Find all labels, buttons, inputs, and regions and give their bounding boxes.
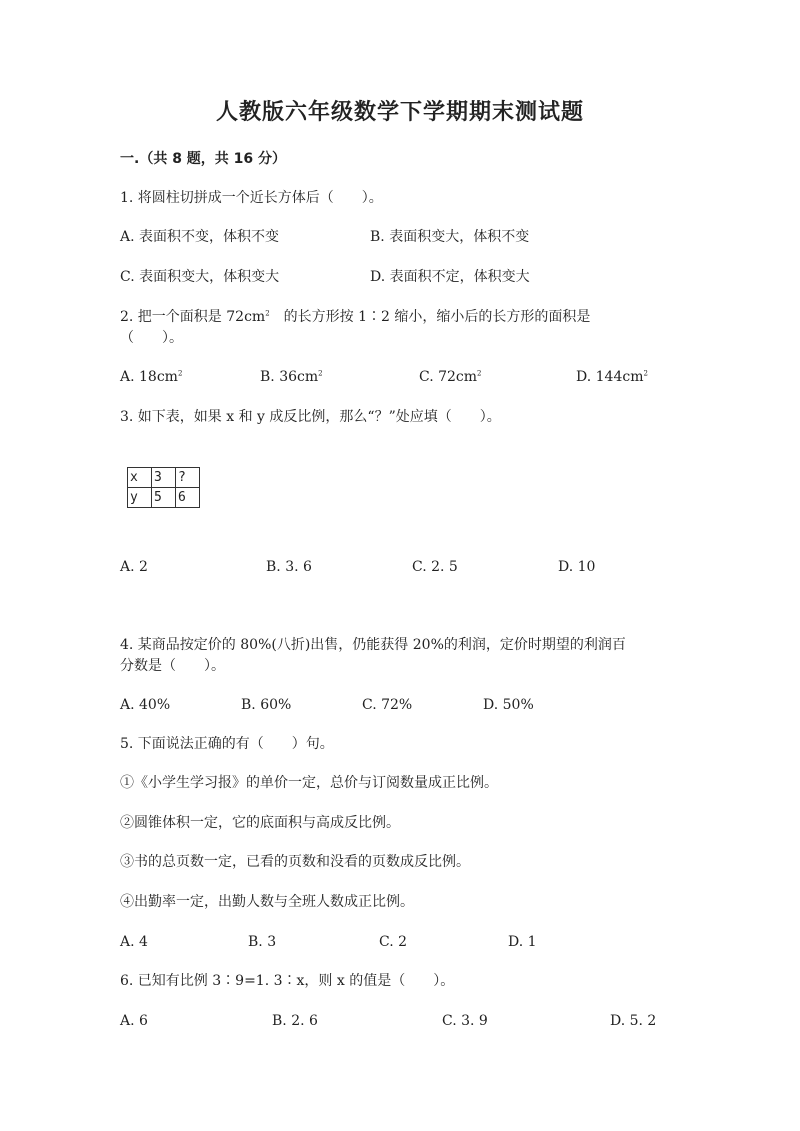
question-5-statement-3: ③书的总页数一定，已看的页数和没看的页数成反比例。	[120, 854, 470, 870]
question-1-option-d: D. 表面积不定，体积变大	[370, 269, 530, 285]
question-2-stem-before: 2. 把一个面积是 72cm	[120, 309, 266, 325]
question-3-stem: 3. 如下表，如果 x 和 y 成反比例，那么“？”处应填（ ）。	[120, 409, 501, 425]
question-4-option-b: B. 60%	[241, 697, 292, 713]
unit-superscript: 2	[265, 309, 270, 318]
question-3-option-c: C. 2. 5	[412, 559, 458, 575]
question-3-option-d: D. 10	[558, 559, 596, 575]
question-2-option-d: D. $144cm^2$	[576, 369, 648, 385]
section-heading: 一.（共 8 题，共 16 分）	[120, 151, 287, 167]
question-4-option-c: C. 72%	[362, 697, 413, 713]
question-5-statement-2: ②圆锥体积一定，它的底面积与高成反比例。	[120, 815, 400, 831]
table-cell: 5	[152, 488, 176, 508]
xy-table	[127, 467, 200, 508]
table-cell: x	[128, 468, 152, 488]
question-2-option-b: B. $36cm^2$	[260, 369, 323, 385]
question-1-option-c: C. 表面积变大，体积变大	[120, 269, 280, 285]
page-title: 人教版六年级数学下学期期末测试题	[215, 100, 584, 125]
question-1-option-b: B. 表面积变大，体积不变	[370, 229, 530, 245]
question-2-option-a: A. $18cm^2$	[120, 369, 183, 385]
question-2-stem-line2: （ ）。	[120, 330, 183, 346]
table-row	[128, 468, 200, 488]
question-4-stem-line1: 4. 某商品按定价的 80%(八折)出售，仍能获得 20%的利润，定价时期望的利润百	[120, 637, 626, 653]
question-1-option-a: A. 表面积不变，体积不变	[120, 229, 280, 245]
question-4-option-d: D. 50%	[483, 697, 534, 713]
question-5-stem: 5. 下面说法正确的有（ ）句。	[120, 736, 334, 752]
question-6-option-d: D. 5. 2	[610, 1013, 657, 1029]
question-5-option-c: C. 2	[379, 934, 408, 950]
question-2-stem	[120, 308, 590, 326]
question-6-stem: 6. 已知有比例 3∶9=1. 3∶x，则 x 的值是（ ）。	[120, 973, 455, 989]
question-5-option-d: D. 1	[508, 934, 537, 950]
question-3-option-a: A. 2	[120, 559, 148, 575]
table-cell: 6	[176, 488, 200, 508]
table-cell: 3	[152, 468, 176, 488]
question-6-option-b: B. 2. 6	[272, 1013, 318, 1029]
table-cell: ?	[176, 468, 200, 488]
question-5-option-a: A. 4	[120, 934, 148, 950]
question-5-option-b: B. 3	[248, 934, 277, 950]
question-5-statement-1: ①《小学生学习报》的单价一定，总价与订阅数量成正比例。	[120, 775, 498, 791]
question-2-option-c: C. $72cm^2$	[419, 369, 482, 385]
question-2-stem-after: 的长方形按 1∶2 缩小，缩小后的长方形的面积是	[269, 309, 591, 325]
question-1-stem: 1. 将圆柱切拼成一个近长方体后（ ）。	[120, 190, 383, 206]
question-3-option-b: B. 3. 6	[266, 559, 312, 575]
question-6-option-a: A. 6	[120, 1013, 148, 1029]
question-6-option-c: C. 3. 9	[442, 1013, 488, 1029]
question-4-option-a: A. 40%	[120, 697, 171, 713]
question-4-stem-line2: 分数是（ ）。	[120, 658, 225, 674]
table-row	[128, 488, 200, 508]
question-5-statement-4: ④出勤率一定，出勤人数与全班人数成正比例。	[120, 894, 414, 910]
table-cell: y	[128, 488, 152, 508]
